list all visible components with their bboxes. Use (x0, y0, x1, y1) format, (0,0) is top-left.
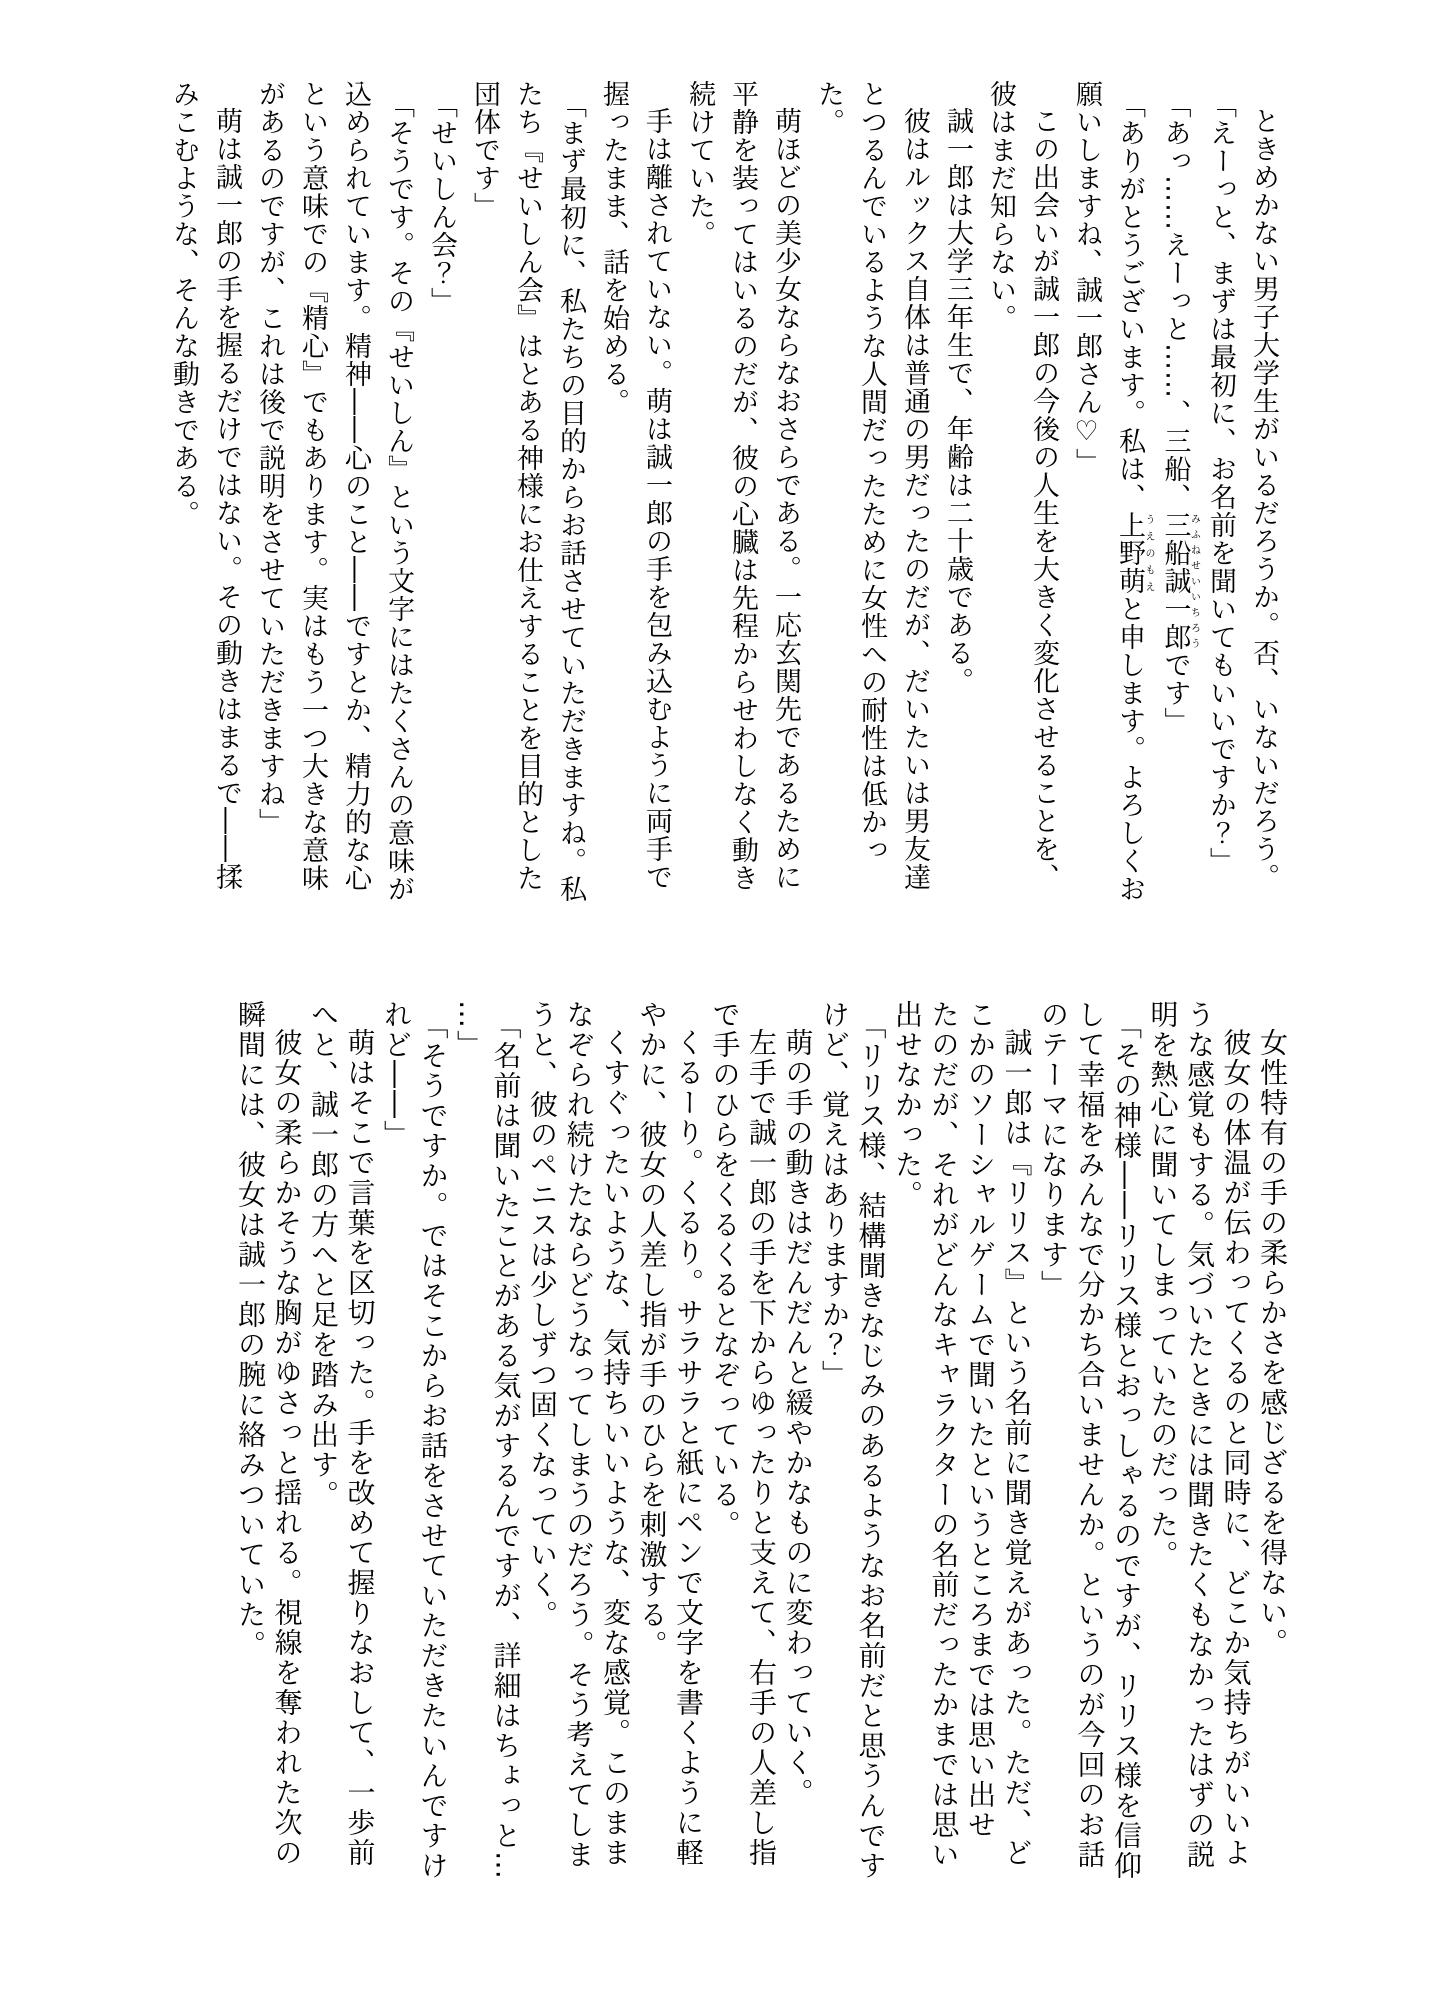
text-column: 誠一郎は大学三年生で、年齢は二十歳である。 (942, 107, 973, 695)
text-column: 彼はルックス自体は普通の男だったのだが、だいたいは男友達 (899, 107, 930, 891)
text-column: があるのですが、これは後で説明をさせていただきますね」 (254, 80, 285, 836)
text-column: 「そうですか。ではそこからお話をさせていただきたいんですけ (416, 1011, 450, 1882)
text-column: 女性特有の手の柔らかさを感じざるを得ない。 (1256, 1028, 1289, 1658)
text-column: 明を熱心に聞いてしまっていたのだった。 (1146, 1000, 1180, 1570)
text-column: 萌は誠一郎の手を握るだけではない。その動きはまるで――揉 (211, 107, 242, 891)
text-column: 「リリス様、結構聞きなじみのあるようなお名前だと思うんです (854, 1011, 888, 1882)
text-column: 「ありがとうございます。私は、上野萌うえのもえと申します。よろしくお (1114, 90, 1154, 903)
text-column: なぞられ続けたならどうなってしまうのだろう。そう考えてしま (562, 1000, 596, 1870)
text-column: 誠一郎は『リリス』という名前に聞き覚えがあった。ただ、ど (1000, 1028, 1034, 1868)
furigana-ruby: 三船誠一郎みふねせいいちろう (1159, 510, 1200, 651)
text-column: 「そうです。その『せいしん』という文字にはたくさんの意味が (383, 90, 414, 903)
text-column: 瞬間には、彼女は誠一郎の腕に絡みついていた。 (234, 1000, 267, 1660)
text-column: 萌はそこで言葉を区切った。手を改めて握りなおして、一歩前 (343, 1028, 377, 1868)
text-column: 彼女の柔らかそうな胸がゆさっと揺れる。視線を奪われた次の (270, 1028, 304, 1868)
text-column: けど、覚えはありますか？」 (818, 1000, 851, 1390)
text-column: こかのソーシャルゲームで聞いたというところまでは思い出せ (964, 1000, 997, 1840)
text-column: この出会いが誠一郎の今後の人生を大きく変化させることを、 (1028, 107, 1059, 891)
text-column: のテーマになります」 (1037, 1000, 1070, 1300)
text-column: 「せいしん会？」 (426, 90, 457, 315)
text-column: 出せなかった。 (891, 1000, 924, 1210)
text-column: ときめかない男子大学生がいるだろうか。否、いないだろう。 (1248, 107, 1279, 891)
text-column: 手は離されていない。萌は誠一郎の手を包み込むように両手で (641, 107, 672, 891)
text-column: で手のひらをくるくるとなぞっている。 (708, 1000, 742, 1540)
text-column: という意味での『精心』でもあります。実はもう一つ大きな意味 (297, 80, 328, 892)
text-column: 彼はまだ知らない。 (985, 80, 1016, 332)
text-column: うと、彼のペニスは少しずつ固くなっていく。 (526, 1000, 559, 1630)
top-text-block (162, 80, 1285, 905)
text-column: れど――」 (380, 1000, 413, 1150)
text-column: 「名前は聞いたことがある気がするんですが、詳細はちょっと… (489, 1011, 523, 1882)
text-column: …」 (453, 1000, 486, 1060)
text-column: 彼女の体温が伝わってくるのと同時に、どこか気持ちがいいよ (1219, 1028, 1253, 1868)
text-column: 萌の手の動きはだんだんと緩やかなものに変わっていく。 (781, 1028, 815, 1808)
text-column: 萌ほどの美少女ならなおさらである。一応玄関先であるために (770, 107, 801, 891)
text-column: やかに、彼女の人差し指が手のひらを刺激する。 (635, 1000, 669, 1660)
text-column: 「あっ……えーっと……、三船、三船誠一郎みふねせいいちろうです」 (1159, 90, 1200, 735)
text-column: 続けていた。 (684, 80, 715, 248)
text-column: くるーり。くるり。サラサラと紙にペンで文字を書くように軽 (672, 1028, 705, 1868)
text-column: とつるんでいるような人間だったために女性への耐性は低かっ (856, 80, 887, 864)
text-column: 平静を装ってはいるのだが、彼の心臓は先程からせわしなく動き (727, 80, 758, 892)
text-column: して幸福をみんなで分かち合いませんか。というのが今回のお話 (1073, 1000, 1107, 1870)
text-column: 握ったまま、話を始める。 (598, 80, 629, 416)
text-column: へと、誠一郎の方へと足を踏み出す。 (307, 1000, 340, 1510)
text-column: くすぐったいような、気持ちいいような、変な感覚。このまま (599, 1028, 632, 1868)
text-column: たのだが、それがどんなキャラクターの名前だったかまでは思い (927, 1000, 961, 1870)
text-column: 「えーっと、まずは最初に、お名前を聞いてもいいですか？」 (1205, 90, 1236, 875)
text-column: 左手で誠一郎の手を下からゆったりと支えて、右手の人差し指 (745, 1028, 778, 1868)
text-column: 団体です」 (469, 80, 500, 220)
text-column: 込められています。精神――心のこと――ですとか、精力的な心 (340, 80, 371, 892)
bottom-text-block (232, 1000, 1291, 1880)
text-column: た。 (813, 80, 844, 136)
text-column: 「まず最初に、私たちの目的からお話させていただきますね。私 (555, 90, 586, 903)
text-column: みこむような、そんな動きである。 (168, 80, 199, 528)
text-column: たち『せいしん会』はとある神様にお仕えすることを目的とした (512, 80, 543, 892)
furigana-ruby: 上野萌うえのもえ (1114, 510, 1154, 595)
text-column: 「その神様――リリス様とおっしゃるのですが、リリス様を信仰 (1110, 1011, 1143, 1882)
text-column: うな感覚もする。気づいたときには聞きたくもなかったはずの説 (1183, 1000, 1216, 1870)
text-column: 願いしますね、誠一郎さん♡」 (1071, 80, 1102, 476)
